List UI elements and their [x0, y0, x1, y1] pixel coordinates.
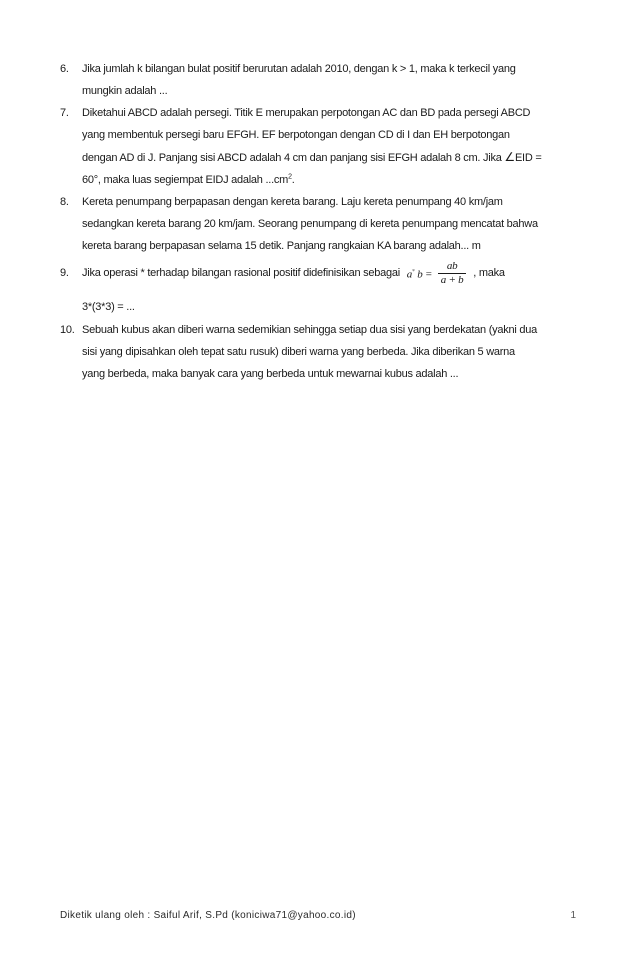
- fraction-denominator: a + b: [440, 273, 464, 286]
- page-number: 1: [570, 910, 576, 921]
- problem-text-segment: 60°, maka luas segiempat EIDJ adalah ...cm: [82, 174, 289, 186]
- problem-text-segment: .: [291, 174, 295, 186]
- problem-text-segment: Jika operasi * terhadap bilangan rasional positif didefinisikan sebagai: [82, 267, 400, 280]
- formula-var-b: b =: [417, 268, 433, 281]
- problem-list: [60, 58, 580, 385]
- problem-text-line: sedangkan kereta barang 20 km/jam. Seorang penumpang di kereta penumpang mencatat bahwa: [82, 218, 538, 230]
- problem-9: [60, 257, 580, 319]
- problem-6: [60, 58, 580, 102]
- problem-text-line: yang berbeda, maka banyak cara yang berbeda untuk mewarnai kubus adalah ...: [82, 368, 459, 380]
- superscript: 2: [288, 173, 292, 181]
- formula-lhs: [407, 257, 432, 290]
- problem-number: 10.: [60, 324, 75, 336]
- problem-text-line: Kereta penumpang berpapasan dengan kereta barang. Laju kereta penumpang 40 km/jam: [82, 196, 503, 208]
- formula-var-a: a: [406, 268, 413, 281]
- problem-text-line: kereta barang berpapasan selama 15 detik. Panjang rangkaian KA barang adalah... m: [82, 240, 481, 252]
- problem-text-line: mungkin adalah ...: [82, 85, 168, 97]
- problem-text-line: sisi yang dipisahkan oleh tepat satu rusuk) diberi warna yang berbeda. Jika diberikan 5 warna: [82, 346, 515, 358]
- problem-text-line: [82, 257, 580, 287]
- angle-icon: ∠: [504, 150, 515, 164]
- problem-number: 9.: [60, 267, 69, 279]
- problem-number: 8.: [60, 196, 69, 208]
- operation-formula: [407, 257, 467, 290]
- problem-number: 6.: [60, 63, 69, 75]
- problem-7: [60, 102, 580, 191]
- spacer: [82, 287, 580, 295]
- problem-text-line: [82, 146, 580, 169]
- problem-text-line: Jika jumlah k bilangan bulat positif berurutan adalah 2010, dengan k > 1, maka k terkecil yang: [82, 63, 516, 75]
- problem-text-segment: , maka: [473, 267, 505, 280]
- problem-text-line: Sebuah kubus akan diberi warna sedemikian sehingga setiap dua sisi yang berdekatan (yakni dua: [82, 324, 537, 336]
- problem-text-segment: dengan AD di J. Panjang sisi ABCD adalah 4 cm dan panjang sisi EFGH adalah 8 cm. Jika: [82, 152, 502, 164]
- problem-text-line: yang membentuk persegi baru EFGH. EF berpotongan dengan CD di I dan EH berpotongan: [82, 129, 510, 141]
- formula-fraction: [438, 260, 467, 287]
- footer-credit: Diketik ulang oleh : Saiful Arif, S.Pd (koniciwa71@yahoo.co.id): [60, 910, 356, 921]
- fraction-numerator: ab: [438, 260, 467, 274]
- star-operator: *: [412, 269, 415, 275]
- problem-number: 7.: [60, 107, 69, 119]
- problem-text-line: 3*(3*3) = ...: [82, 301, 135, 313]
- problem-8: [60, 191, 580, 257]
- problem-text-line: Diketahui ABCD adalah persegi. Titik E merupakan perpotongan AC dan BD pada persegi ABCD: [82, 107, 531, 119]
- problem-10: [60, 319, 580, 385]
- problem-text-line: [82, 169, 580, 191]
- angle-label: EID =: [514, 152, 542, 164]
